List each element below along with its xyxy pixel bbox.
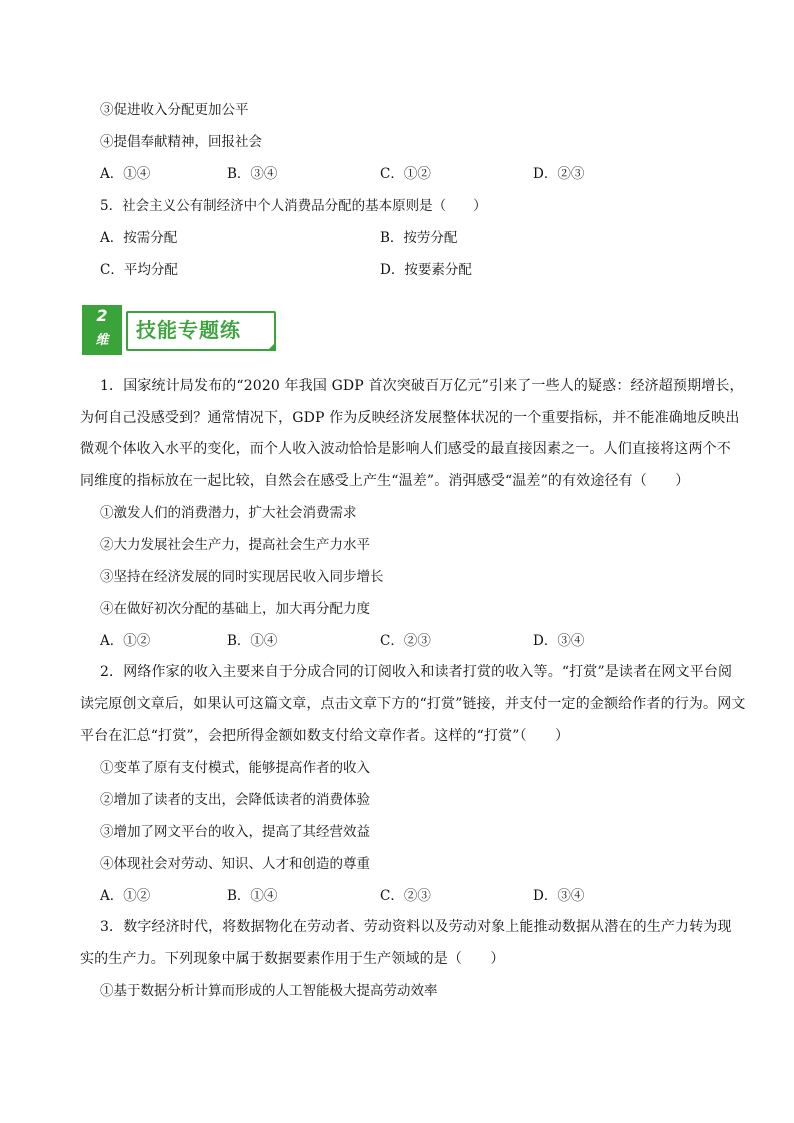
question-1-line: 微观个体收入水平的变化，而个人收入波动恰恰是影响人们感受的最直接因素之一。人们直接将这两个不 (80, 441, 731, 457)
question-5-choices-row2 (100, 260, 700, 280)
choice-c: C．②③ (380, 888, 431, 904)
choice-b: B．③④ (227, 166, 278, 182)
option-line: ②大力发展社会生产力，提高社会生产力水平 (100, 537, 370, 553)
option-line: ②增加了读者的支出，会降低读者的消费体验 (100, 792, 370, 808)
option-line: ①基于数据分析计算而形成的人工智能极大提高劳动效率 (100, 983, 438, 999)
choice-a: A．①② (100, 888, 151, 904)
question-2-choices (100, 886, 700, 906)
choice-d: D．③④ (533, 888, 585, 904)
choice-d: D．按要素分配 (380, 262, 472, 278)
section-banner (82, 305, 278, 355)
question-1-line: 同维度的指标放在一起比较，自然会在感受上产生“温差”。消弭感受“温差”的有效途径有（ ） (80, 473, 690, 489)
option-line: ③增加了网文平台的收入，提高了其经营效益 (100, 824, 370, 840)
choice-b: B．①④ (227, 888, 278, 904)
question-1-choices (100, 631, 700, 651)
question-5-stem: 5．社会主义公有制经济中个人消费品分配的基本原则是（ ） (100, 198, 487, 214)
choice-b: B．①④ (227, 633, 278, 649)
question-1-line: 为何自己没感受到？通常情况下，GDP 作为反映经济发展整体状况的一个重要指标，并不能准确地反映出 (80, 410, 740, 426)
question-2-line: 平台在汇总“打赏”，会把所得金额如数支付给文章作者。这样的“打赏”（ ） (80, 728, 570, 744)
choice-d: D．③④ (533, 633, 585, 649)
choice-c: C．平均分配 (100, 262, 178, 278)
choice-a: A．①② (100, 633, 151, 649)
option-line: ①激发人们的消费潜力，扩大社会消费需求 (100, 505, 357, 521)
choice-d: D．②③ (533, 166, 585, 182)
question-1-line: 1．国家统计局发布的“2020 年我国 GDP 首次突破百万亿元”引来了一些人的疑惑：经济超预期增长， (100, 378, 744, 394)
option-line: ①变革了原有支付模式，能够提高作者的收入 (100, 760, 370, 776)
section-title: 技能专题练 (136, 318, 241, 342)
option-line: ④提倡奉献精神，回报社会 (100, 134, 262, 150)
question-3-line: 实的生产力。下列现象中属于数据要素作用于生产领域的是（ ） (80, 951, 505, 967)
option-line: ③坚持在经济发展的同时实现居民收入同步增长 (100, 569, 384, 585)
choice-c: C．②③ (380, 633, 431, 649)
option-line: ③促进收入分配更加公平 (100, 102, 249, 118)
question-3-line: 3．数字经济时代，将数据物化在劳动者、劳动资料以及劳动对象上能推动数据从潜在的生产力转为现 (100, 919, 732, 935)
choice-b: B．按劳分配 (380, 230, 458, 246)
choice-c: C．①② (380, 166, 431, 182)
answer-choices (100, 164, 700, 184)
option-line: ④在做好初次分配的基础上，加大再分配力度 (100, 601, 370, 617)
question-2-line: 读完原创文章后，如果认可这篇文章，点击文章下方的“打赏”链接，并支付一定的金额给作者的行为。网文 (80, 696, 746, 712)
corner-fold-decoration (267, 342, 276, 351)
section-badge (82, 305, 122, 355)
badge-word: 维 (95, 333, 109, 348)
question-2-line: 2．网络作家的收入主要来自于分成合同的订阅收入和读者打赏的收入等。“打赏”是读者在网文平台阅 (100, 664, 733, 680)
choice-a: A．按需分配 (100, 230, 178, 246)
badge-number: 2 (96, 306, 108, 325)
section-title-box (126, 311, 276, 351)
option-line: ④体现社会对劳动、知识、人才和创造的尊重 (100, 856, 370, 872)
question-5-choices-row1 (100, 228, 700, 248)
choice-a: A．①④ (100, 166, 151, 182)
